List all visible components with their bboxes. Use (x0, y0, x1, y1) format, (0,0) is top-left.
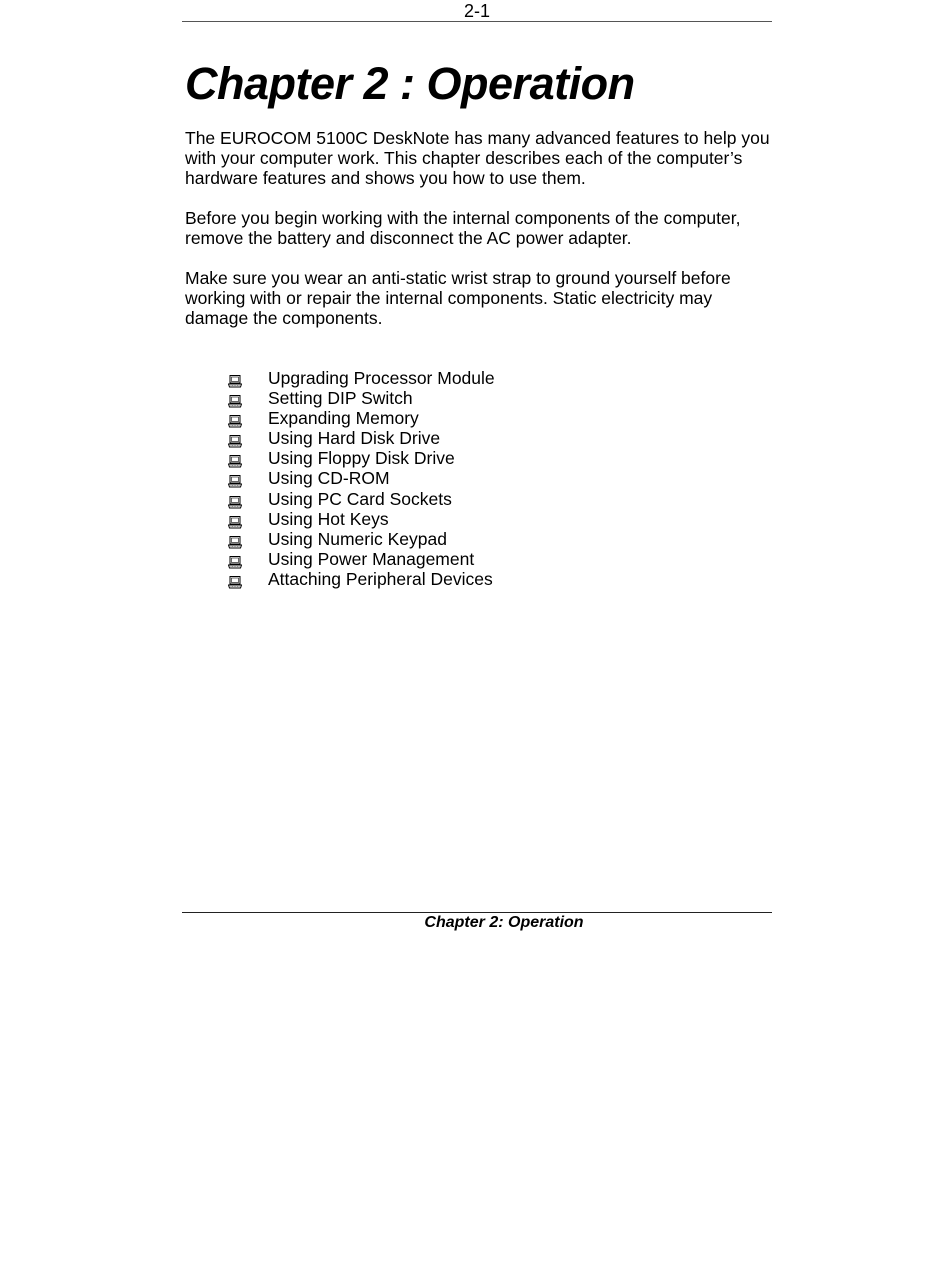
topic-label: Using Power Management (268, 548, 475, 569)
laptop-icon (228, 513, 242, 526)
header-rule (182, 21, 772, 22)
laptop-icon (228, 392, 242, 405)
topic-label: Using Floppy Disk Drive (268, 448, 455, 469)
laptop-icon (228, 533, 242, 546)
topic-label: Upgrading Processor Module (268, 368, 495, 388)
laptop-icon (228, 573, 242, 586)
topic-label: Using Numeric Keypad (268, 528, 447, 549)
static-warning-paragraph: Make sure you wear an anti-static wrist strap to ground yourself before working with or repair the internal components. Static electricity may damage the components. (185, 268, 731, 329)
laptop-icon (228, 553, 242, 566)
topic-label: Using Hot Keys (268, 508, 389, 529)
topic-label: Using PC Card Sockets (268, 488, 452, 509)
laptop-icon (228, 432, 242, 445)
footer-chapter-title: Chapter 2: Operation (424, 914, 584, 931)
topic-label: Using Hard Disk Drive (268, 428, 441, 449)
chapter-title: Chapter 2 : Operation (185, 58, 635, 109)
topic-label: Attaching Peripheral Devices (268, 568, 493, 589)
safety-paragraph: Before you begin working with the internal components of the computer, remove the battery and disconnect the AC power adapter. (185, 208, 741, 249)
topic-label: Setting DIP Switch (268, 388, 413, 409)
topic-label: Expanding Memory (268, 408, 419, 429)
laptop-icon (228, 452, 242, 465)
laptop-icon (228, 412, 242, 425)
intro-paragraph: The EUROCOM 5100C DeskNote has many advanced features to help you with your computer work. This chapter describes each of the computer’s hardware features and shows you how to use them. (185, 128, 770, 189)
laptop-icon (228, 472, 242, 485)
laptop-icon (228, 372, 242, 385)
page-number: 2-1 (463, 1, 490, 21)
topic-label: Using CD-ROM (268, 468, 390, 489)
laptop-icon (228, 493, 242, 506)
